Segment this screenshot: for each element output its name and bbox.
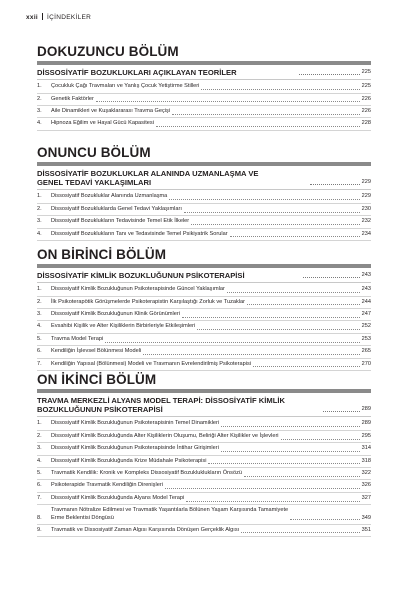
toc-entry[interactable]: [37, 525, 371, 536]
entry-page-number: 229: [361, 193, 371, 200]
entry-number: 9.: [37, 526, 42, 533]
entry-title: Kendiliğin Yapısal (Bölünmesi) Modeli ve Travmanın Evrelendirilmiş Psikoterapisi: [51, 360, 252, 367]
entry-number: 7.: [37, 494, 42, 501]
dot-leader: [186, 501, 359, 502]
dot-leader: [303, 277, 360, 278]
entry-number: 8.: [37, 515, 42, 522]
toc-entry[interactable]: [37, 118, 371, 129]
dot-leader: [290, 519, 360, 520]
section-title: ON İKİNCİ BÖLÜM: [37, 372, 157, 387]
dot-leader: [244, 476, 360, 477]
toc-entry[interactable]: [37, 94, 371, 105]
entry-title: Dissosiyatif Kimlik Bozukluğunun Klinik Görünümleri: [51, 310, 181, 317]
entry-title: [51, 506, 288, 522]
toc-entry[interactable]: [37, 359, 371, 370]
dot-leader: [227, 292, 360, 293]
entry-page-number: 314: [361, 445, 371, 452]
toc-entry[interactable]: [37, 456, 371, 467]
section-rule: [37, 389, 371, 393]
section-rule: [37, 61, 371, 65]
header-divider: [42, 13, 43, 20]
running-title: İÇİNDEKİLER: [47, 14, 92, 21]
dot-leader: [165, 488, 360, 489]
toc-entry[interactable]: [37, 216, 371, 227]
dot-leader: [323, 411, 359, 412]
toc-entry[interactable]: [37, 309, 371, 320]
toc-section: [37, 145, 371, 241]
entry-title: Dissosiyatif Kimlik Bozukluğunda Alyans Model Terapi: [51, 494, 185, 501]
toc-entry[interactable]: [37, 229, 371, 240]
dot-leader: [169, 199, 359, 200]
dot-leader: [96, 101, 360, 102]
chapter-heading[interactable]: [37, 396, 371, 414]
toc-entry[interactable]: [37, 505, 371, 524]
chapter-rule: [37, 416, 371, 417]
entry-title: Travmatik ve Dissosiyatif Zaman Algısı Karşısında Dönüşen Gerçeklik Algısı: [51, 526, 240, 533]
toc-entry[interactable]: [37, 81, 371, 92]
entry-page-number: 228: [361, 120, 371, 127]
entry-page-number: 225: [361, 83, 371, 90]
toc-entry[interactable]: [37, 106, 371, 117]
dot-leader: [299, 74, 360, 75]
toc-entry[interactable]: [37, 334, 371, 345]
chapter-title-line: DİSSOSİYATİF BOZUKLUKLARI AÇIKLAYAN TEORİLER: [37, 68, 237, 77]
dot-leader: [247, 304, 360, 305]
entry-number: 3.: [37, 445, 42, 452]
dot-leader: [172, 114, 360, 115]
chapter-page-number: 229: [361, 179, 372, 186]
entry-page-number: 247: [361, 310, 371, 317]
entry-title: Dissosiyatif Bozuklukların Tanı ve Tedavisinde Temel Psikiyatrik Sorular: [51, 230, 228, 237]
dot-leader: [310, 184, 360, 185]
entry-page-number: 349: [361, 515, 371, 522]
dot-leader: [253, 366, 360, 367]
toc-entry[interactable]: [37, 480, 371, 491]
entry-page-number: 270: [361, 360, 371, 367]
entry-title-line: Erme Beklentisi Döngüsü: [51, 515, 114, 522]
chapter-rule: [37, 79, 371, 80]
entry-number: 6.: [37, 482, 42, 489]
toc-entry[interactable]: [37, 431, 371, 442]
entry-number: 3.: [37, 218, 42, 225]
entry-page-number: 295: [361, 432, 371, 439]
entry-number: 2.: [37, 298, 42, 305]
entry-title: İlk Psikoterapötik Görüşmelerde Psikoterapistin Karşılaştığı Zorluk ve Tuzaklar: [51, 298, 245, 305]
chapter-title-line: GENEL TEDAVİ YAKLAŞIMLARI: [37, 178, 152, 188]
chapter-title-line: BOZUKLUĞUNUN PSİKOTERAPİSİ: [37, 405, 163, 415]
page-number: xxii: [26, 14, 39, 21]
chapter-title: [37, 271, 301, 280]
entry-number: 1.: [37, 420, 42, 427]
dot-leader: [281, 439, 360, 440]
entry-title: Dissosiyatif Bozukluklarda Genel Tedavi Yaklaşımları: [51, 205, 182, 212]
entry-title: Dissosiyatif Kimlik Bozukluğunda Krize Müdahale Psikoterapisi: [51, 457, 207, 464]
entry-rule: [37, 536, 371, 537]
toc-entry[interactable]: [37, 346, 371, 357]
entry-number: 4.: [37, 323, 42, 330]
entry-number: 3.: [37, 107, 42, 114]
entry-title: Hipnoza Eğilim ve Hayal Gücü Kapasitesi: [51, 120, 154, 127]
chapter-page-number: 243: [361, 272, 372, 278]
entry-rule: [37, 370, 371, 371]
toc-entry[interactable]: [37, 443, 371, 454]
chapter-title-line: DİSSOSİYATİF BOZUKLUKLAR ALANINDA UZMANLAŞMA VE: [37, 169, 259, 178]
chapter-heading[interactable]: [37, 68, 371, 77]
chapter-title: [37, 68, 297, 77]
entry-page-number: 327: [361, 494, 371, 501]
entry-page-number: 252: [361, 323, 371, 330]
dot-leader: [182, 317, 360, 318]
chapter-title-line: DİSSOSİYATİF KİMLİK BOZUKLUĞUNUN PSİKOTERAPİSİ: [37, 271, 245, 280]
entry-title: Çocukluk Çağı Travmaları ve Yanlış Çocuk Yetiştirme Stilleri: [51, 83, 200, 90]
entry-number: 4.: [37, 457, 42, 464]
entry-page-number: 351: [361, 526, 371, 533]
toc-entry[interactable]: [37, 191, 371, 202]
entry-number: 6.: [37, 348, 42, 355]
running-header: [26, 13, 91, 21]
section-rule: [37, 162, 371, 166]
dot-leader: [191, 224, 360, 225]
dot-leader: [201, 89, 359, 90]
entry-page-number: 318: [361, 457, 371, 464]
chapter-heading[interactable]: [37, 271, 371, 280]
dot-leader: [241, 532, 359, 533]
entry-page-number: 234: [361, 230, 371, 237]
toc-entry[interactable]: [37, 321, 371, 332]
section-title: ONUNCU BÖLÜM: [37, 145, 151, 160]
entry-title: Travma Model Terapi: [51, 335, 104, 342]
section-title: DOKUZUNCU BÖLÜM: [37, 44, 179, 59]
dot-leader: [208, 463, 359, 464]
entry-page-number: 230: [361, 205, 371, 212]
entry-rule: [37, 130, 371, 131]
dot-leader: [105, 342, 359, 343]
entry-page-number: 244: [361, 298, 371, 305]
entry-title: Kendiliğin İşlevsel Bölünmesi Modeli: [51, 348, 142, 355]
chapter-title-line: TRAVMA MERKEZLİ ALYANS MODEL TERAPİ: DİSSOSİYATİF KİMLİK: [37, 396, 285, 405]
entry-page-number: 253: [361, 335, 371, 342]
entry-number: 1.: [37, 286, 42, 293]
entry-title: Dissosiyatif Bozukluklar Alanında Uzmanlaşma: [51, 193, 168, 200]
entry-number: 1.: [37, 193, 42, 200]
dot-leader: [143, 354, 359, 355]
chapter-page-number: 289: [361, 406, 371, 413]
chapter-title: [37, 169, 308, 187]
entry-number: 2.: [37, 95, 42, 102]
entry-page-number: 322: [361, 469, 371, 476]
entry-page-number: 265: [361, 348, 371, 355]
entry-title: Aile Dinamikleri ve Kuşaklararası Travma Geçişi: [51, 107, 171, 114]
entry-number: 4.: [37, 120, 42, 127]
entry-title: Evsahibi Kişilik ve Alter Kişiliklerin Birbirleriyle Etkileşimleri: [51, 323, 196, 330]
entry-number: 4.: [37, 230, 42, 237]
entry-number: 2.: [37, 205, 42, 212]
toc-entry[interactable]: [37, 468, 371, 479]
chapter-rule: [37, 189, 371, 190]
entry-number: 3.: [37, 310, 42, 317]
entry-title: Dissosiyatif Kimlik Bozukluğunda Alter Kişiliklerin Oluşumu, Beliriği Alter Kişilikler ve İşlevleri: [51, 432, 279, 439]
entry-number: 7.: [37, 360, 42, 367]
entry-number: 1.: [37, 83, 42, 90]
entry-title: Genetik Faktörler: [51, 95, 94, 102]
dot-leader: [197, 329, 359, 330]
entry-page-number: 226: [361, 107, 371, 114]
chapter-page-number: 225: [361, 69, 371, 75]
entry-page-number: 232: [361, 218, 371, 225]
entry-title: Psikoterapide Travmatik Kendiliğin Direnişleri: [51, 482, 163, 489]
toc-section: [37, 247, 371, 371]
entry-title: Dissosiyatif Bozuklukların Tedavisinde Temel Etik İlkeler: [51, 218, 190, 225]
toc-entry[interactable]: [37, 418, 371, 429]
entry-number: 2.: [37, 432, 42, 439]
entry-title-line: Travmanın Nötralize Edilmesi ve Travmatik Yaşantılarla Bölünen Yaşam Karşısında Tamamiyete: [51, 507, 289, 514]
entry-title: Dissosiyatif Kimlik Bozukluğunun Psikoterapisinde Güncel Yaklaşımlar: [51, 286, 225, 293]
toc-entry[interactable]: [37, 493, 371, 504]
toc-entry[interactable]: [37, 297, 371, 308]
chapter-heading[interactable]: [37, 169, 371, 187]
section-rule: [37, 264, 371, 268]
toc-section: [37, 372, 371, 537]
dot-leader: [156, 126, 360, 127]
toc-entry[interactable]: [37, 204, 371, 215]
entry-page-number: 243: [361, 286, 371, 293]
section-title: ON BİRİNCİ BÖLÜM: [37, 247, 167, 262]
toc-section: [37, 44, 371, 131]
entry-title: Travmatik Kendilik: Kronik ve Kompleks Dissosiyatif Bozukluklukların Önsözü: [51, 469, 242, 476]
chapter-rule: [37, 282, 371, 283]
dot-leader: [230, 236, 360, 237]
toc-entry[interactable]: [37, 284, 371, 295]
entry-rule: [37, 240, 371, 241]
dot-leader: [221, 451, 360, 452]
entry-page-number: 326: [361, 482, 371, 489]
dot-leader: [221, 426, 360, 427]
entry-page-number: 289: [361, 420, 371, 427]
entry-page-number: 226: [361, 95, 371, 102]
entry-title: Dissosiyatif Kimlik Bozukluğunun Psikoterapisinin Temel Dinamikleri: [51, 420, 220, 427]
entry-number: 5.: [37, 469, 42, 476]
dot-leader: [184, 212, 360, 213]
entry-number: 5.: [37, 335, 42, 342]
entry-title: Dissosiyatif Kimlik Bozukluğunun Psikoterapisinde İntihar Girişimleri: [51, 445, 219, 452]
chapter-title: [37, 396, 321, 414]
